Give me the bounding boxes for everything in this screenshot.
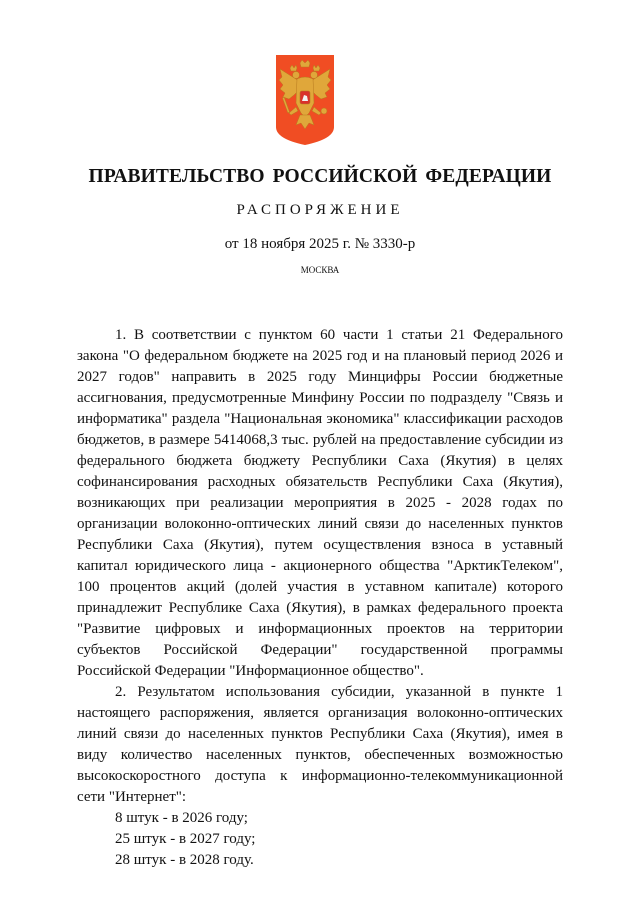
list-item: 28 штук - в 2028 году.	[115, 852, 254, 868]
government-title: ПРАВИТЕЛЬСТВО РОССИЙСКОЙ ФЕДЕРАЦИИ	[88, 166, 552, 187]
paragraph-2: 2. Результатом использования субсидии, указанной в пункте 1 настоящего распоряжения, является организация волоконно-оптических линий связи до населенных пунктов Республики Саха (Якутия), имея в виду количество населенных пунктов, обеспеченных возможностью высокоскоростного доступа к информационно-телекоммуникационной сети "Интернет":	[77, 684, 563, 805]
list-item: 25 штук - в 2027 году;	[115, 831, 256, 847]
paragraph-1: 1. В соответствии с пунктом 60 части 1 статьи 21 Федерального закона "О федеральном бюджете на 2025 год и на плановый период 2026 и 2027 годов" направить в 2025 году Минцифры России бюджетные ассигнования, предусмотренные Минфину России по подразделу "Связь и информатика" раздела "Национальная экономика" классификации расходов бюджетов, в размере 5414068,3 тыс. рублей на предоставление субсидии из федерального бюджета бюджету Республики Саха (Якутия) в целях софинансирования расходных обязательств Республики Саха (Якутия), возникающих при реализации мероприятия в 2025 - 2028 годах по организации волоконно-оптических линий связи до населенных пунктов Республики Саха (Якутия), путем осуществления взноса в уставный капитал юридического лица - акционерного общества "АрктикТелеком", 100 процентов акций (долей участия в уставном капитале) которого принадлежит Республике Саха (Якутия), в рамках федерального проекта "Развитие цифровых и информационных проектов на территории субъектов Российской Федерации" государственной программы Российской Федерации "Информационное общество".	[77, 327, 563, 679]
document-city: МОСКВА	[300, 265, 340, 275]
coat-of-arms-icon	[276, 55, 334, 145]
document-type: РАСПОРЯЖЕНИЕ	[236, 202, 404, 218]
document-body	[77, 325, 563, 871]
document-date-number: от 18 ноября 2025 г. № 3330-р	[224, 236, 416, 252]
list-item: 8 штук - в 2026 году;	[115, 810, 248, 826]
